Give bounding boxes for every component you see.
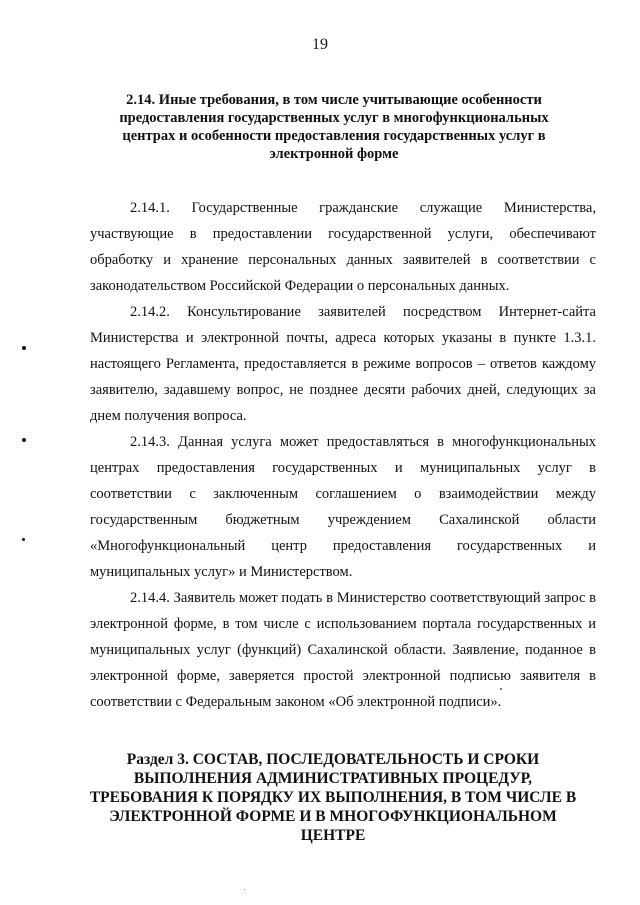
paragraph-2-14-3: 2.14.3. Данная услуга может предоставляться в многофункциональных центрах предоставления государственных и муниципальных услуг в соответствии с заключенным соглашением о взаимодействии между государственным бюджетным учреждением Сахалинской области «Многофункциональный центр предоставления государственных и муниципальных услуг» и Министерством.: [90, 433, 596, 580]
paragraph-2-14-2: 2.14.2. Консультирование заявителей посредством Интернет-сайта Министерства и электронной почты, адреса которых указаны в пункте 1.3.1. настоящего Регламента, предоставляется в режиме вопросов – ответов каждому заявителю, задавшему вопрос, не позднее десяти рабочих дней, следующих за днем получения вопроса.: [90, 303, 596, 424]
margin-mark: [22, 438, 26, 442]
scan-speck: [244, 889, 245, 890]
margin-mark: [22, 538, 25, 541]
paragraph-2-14-1: 2.14.1. Государственные гражданские служащие Министерства, участвующие в предоставлении государственной услуги, обеспечивают обработку и хранение персональных данных заявителей в соответствии с законодательством Российской Федерации о персональных данных.: [90, 199, 596, 294]
section-3-heading: Раздел 3. СОСТАВ, ПОСЛЕДОВАТЕЛЬНОСТЬ И СРОКИ ВЫПОЛНЕНИЯ АДМИНИСТРАТИВНЫХ ПРОЦЕДУР, ТРЕБОВАНИЯ К ПОРЯДКУ ИХ ВЫПОЛНЕНИЯ, В ТОМ ЧИСЛЕ В ЭЛЕКТРОННОЙ ФОРМЕ И В МНОГОФУНКЦИОНАЛЬНОМ ЦЕНТРЕ: [89, 751, 577, 844]
section-2-14-heading: 2.14. Иные требования, в том числе учитывающие особенности предоставления государственных услуг в многофункциональных центрах и особенности предоставления государственных услуг в электронной форме: [119, 92, 549, 162]
margin-mark: [22, 346, 26, 350]
scan-speck: [500, 688, 502, 690]
paragraph-2-14-4: 2.14.4. Заявитель может подать в Министерство соответствующий запрос в электронной форме, в том числе с использованием портала государственных и муниципальных услуг (функций) Сахалинской области. Заявление, поданное в электронной форме, заверяется простой электронной подписью заявителя в соответствии с Федеральным законом «Об электронной подписи».: [90, 589, 596, 710]
page-number: 19: [312, 36, 328, 53]
